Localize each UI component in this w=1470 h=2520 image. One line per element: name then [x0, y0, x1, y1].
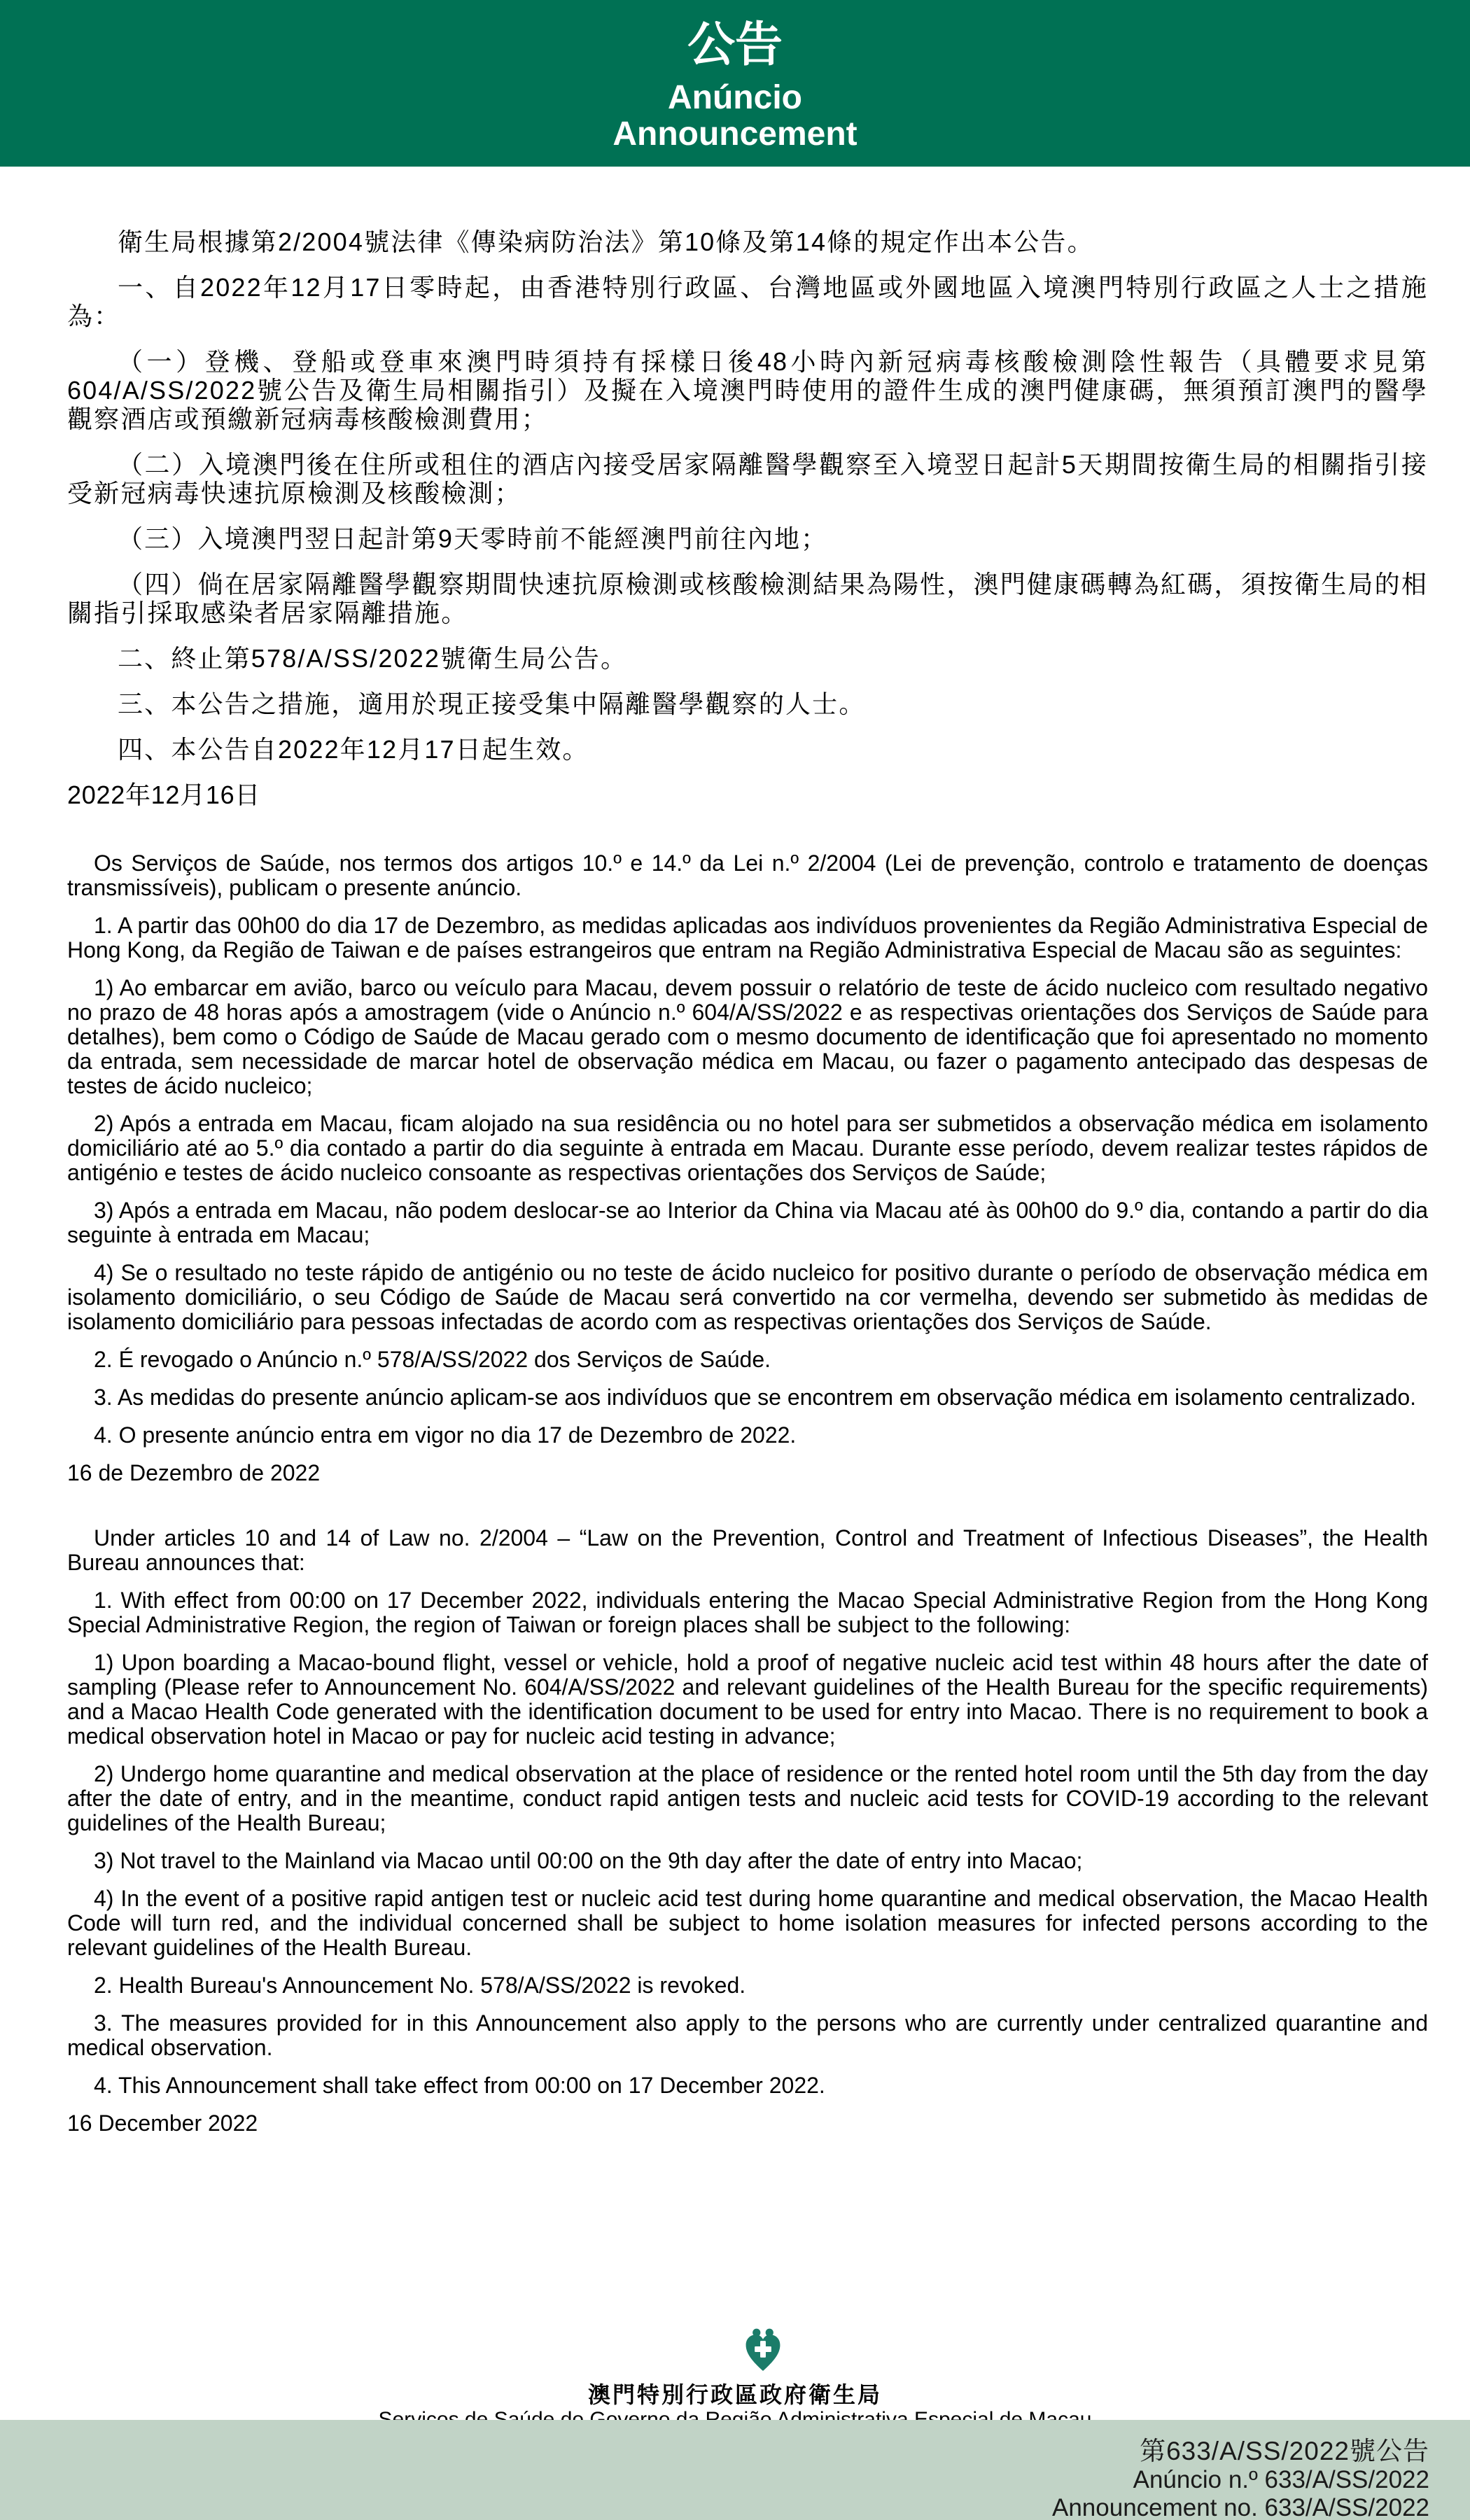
paragraph: 二、終止第578/A/SS/2022號衛生局公告。	[118, 644, 628, 673]
title-banner	[0, 0, 1470, 167]
section-chinese	[67, 227, 1428, 809]
paragraph: （二）入境澳門後在住所或租住的酒店內接受居家隔離醫學觀察至入境翌日起計5天期間按衛生局的相關指引接受新冠病毒快速抗原檢測及核酸檢測；	[67, 450, 1428, 507]
section-english	[67, 1526, 1428, 2136]
chinese-date: 2022年12月16日	[67, 780, 261, 809]
paragraph: Under articles 10 and 14 of Law no. 2/2004 – “Law on the Prevention, Control and Treatment of Infectious Diseases”, the Health Bureau announces that:	[67, 1525, 1428, 1575]
paragraph: 衛生局根據第2/2004號法律《傳染病防治法》第10條及第14條的規定作出本公告。	[118, 227, 1094, 256]
paragraph: 3) Após a entrada em Macau, não podem deslocar-se ao Interior da China via Macau até às 00h00 do 9.º dia, contando a partir do dia seguinte à entrada em Macau;	[67, 1198, 1428, 1247]
paragraph: 3) Not travel to the Mainland via Macao until 00:00 on the 9th day after the date of entry into Macao;	[94, 1848, 1083, 1873]
paragraph: 1) Upon boarding a Macao-bound flight, vessel or vehicle, hold a proof of negative nucleic acid test within 48 hours after the date of sampling (Please refer to Announcement No. 604/A/SS/2022 and relevant guidelines of the Health Bureau for the specific requirements) and a Macao Health Code generated with the identification document to be used for entry into Macao. There is no requirement to book a medical observation hotel in Macao or pay for nucleic acid testing in advance;	[67, 1650, 1428, 1749]
paragraph: 4. This Announcement shall take effect from 00:00 on 17 December 2022.	[94, 2073, 825, 2098]
paragraph: 4. O presente anúncio entra em vigor no dia 17 de Dezembro de 2022.	[94, 1422, 797, 1448]
section-portuguese	[67, 851, 1428, 1485]
page-title-zh: 公告	[687, 18, 783, 71]
paragraph: （一）登機、登船或登車來澳門時須持有採樣日後48小時內新冠病毒核酸檢測陰性報告（具體要求見第604/A/SS/2022號公告及衛生局相關指引）及擬在入境澳門時使用的證件生成的澳門健康碼，無須預訂澳門的醫學觀察酒店或預繳新冠病毒核酸檢測費用；	[67, 347, 1428, 433]
chinese-paragraphs	[67, 227, 1428, 764]
paragraph: 2. Health Bureau's Announcement No. 578/A/SS/2022 is revoked.	[94, 1973, 746, 1998]
paragraph: 2) Após a entrada em Macau, ficam alojado na sua residência ou no hotel para ser submetidos a observação médica em isolamento domiciliário até ao 5.º dia contado a partir do dia seguinte à entrada em Macau. Durante esse período, devem realizar testes rápidos de antigénio e testes de ácido nucleico consoante as respectivas orientações dos Serviços de Saúde;	[67, 1111, 1428, 1185]
announcement-number-en: Announcement no. 633/A/SS/2022	[1051, 2494, 1429, 2520]
english-paragraphs	[67, 1526, 1428, 2098]
paragraph: 1) Ao embarcar em avião, barco ou veículo para Macau, devem possuir o relatório de teste de ácido nucleico com resultado negativo no prazo de 48 horas após a amostragem (vide o Anúncio n.º 604/A/SS/2022 e as respectivas orientações dos Serviços de Saúde para detalhes), bem como o Código de Saúde de Macau gerado com o mesmo documento de identificação que foi apresentado no momento da entrada, sem necessidade de marcar hotel de observação médica em Macau, ou fazer o pagamento antecipado das despesas de testes de ácido nucleico;	[67, 975, 1428, 1098]
announcement-number-pt: Anúncio n.º 633/A/SS/2022	[1133, 2466, 1429, 2493]
paragraph: 四、本公告自2022年12月17日起生效。	[118, 735, 589, 764]
paragraph: 3. As medidas do presente anúncio aplicam-se aos indivíduos que se encontrem em observação médica em isolamento centralizado.	[94, 1385, 1417, 1410]
announcement-number-bar	[0, 2420, 1470, 2520]
paragraph: Os Serviços de Saúde, nos termos dos artigos 10.º e 14.º da Lei n.º 2/2004 (Lei de prevenção, controlo e tratamento de doenças transmissíveis), publicam o presente anúncio.	[67, 850, 1428, 900]
document-body	[67, 227, 1428, 2149]
announcement-number-zh: 第633/A/SS/2022號公告	[1140, 2437, 1429, 2465]
portuguese-paragraphs	[67, 851, 1428, 1448]
paragraph: 4) In the event of a positive rapid antigen test or nucleic acid test during home quarantine and medical observation, the Macao Health Code will turn red, and the individual concerned shall be subject to home isolation measures for infected persons according to the relevant guidelines of the Health Bureau.	[67, 1886, 1428, 1960]
paragraph: 2) Undergo home quarantine and medical observation at the place of residence or the rented hotel room until the 5th day from the day after the date of entry, and in the meantime, conduct rapid antigen tests and nucleic acid tests for COVID-19 according to the relevant guidelines of the Health Bureau;	[67, 1761, 1428, 1835]
org-name-zh: 澳門特別行政區政府衛生局	[587, 2382, 882, 2407]
paragraph: 2. É revogado o Anúncio n.º 578/A/SS/2022 dos Serviços de Saúde.	[94, 1347, 771, 1372]
paragraph: 4) Se o resultado no teste rápido de antigénio ou no teste de ácido nucleico for positivo durante o período de observação médica em isolamento domiciliário, o seu Código de Saúde de Macau será convertido na cor vermelha, devendo ser submetido às medidas de isolamento domiciliário para pessoas infectadas de acordo com as respectivas orientações dos Serviços de Saúde.	[67, 1260, 1428, 1334]
paragraph: （四）倘在居家隔離醫學觀察期間快速抗原檢測或核酸檢測結果為陽性，澳門健康碼轉為紅碼，須按衛生局的相關指引採取感染者居家隔離措施。	[67, 570, 1428, 627]
paragraph: 3. The measures provided for in this Announcement also apply to the persons who are currently under centralized quarantine and medical observation.	[67, 2010, 1428, 2060]
page-title-pt: Anúncio	[668, 79, 802, 116]
paragraph: 三、本公告之措施，適用於現正接受集中隔離醫學觀察的人士。	[118, 690, 866, 718]
page-title-en: Announcement	[612, 115, 858, 153]
health-bureau-heart-cross-logo-icon	[740, 2325, 786, 2376]
paragraph: （三）入境澳門翌日起計第9天零時前不能經澳門前往內地；	[118, 524, 828, 553]
portuguese-date: 16 de Dezembro de 2022	[67, 1460, 321, 1485]
paragraph: 1. A partir das 00h00 do dia 17 de Dezembro, as medidas aplicadas aos indivíduos provenientes da Região Administrativa Especial de Hong Kong, da Região de Taiwan e de países estrangeiros que entram na Região Administrativa Especial de Macau são as seguintes:	[67, 913, 1428, 962]
english-date: 16 December 2022	[67, 2110, 258, 2136]
footer-organisation	[0, 2325, 1470, 2432]
paragraph: 一、自2022年12月17日零時起，由香港特別行政區、台灣地區或外國地區入境澳門特別行政區之人士之措施為：	[67, 273, 1428, 330]
paragraph: 1. With effect from 00:00 on 17 December 2022, individuals entering the Macao Special Administrative Region from the Hong Kong Special Administrative Region, the region of Taiwan or foreign places shall be subject to the following:	[67, 1588, 1428, 1637]
